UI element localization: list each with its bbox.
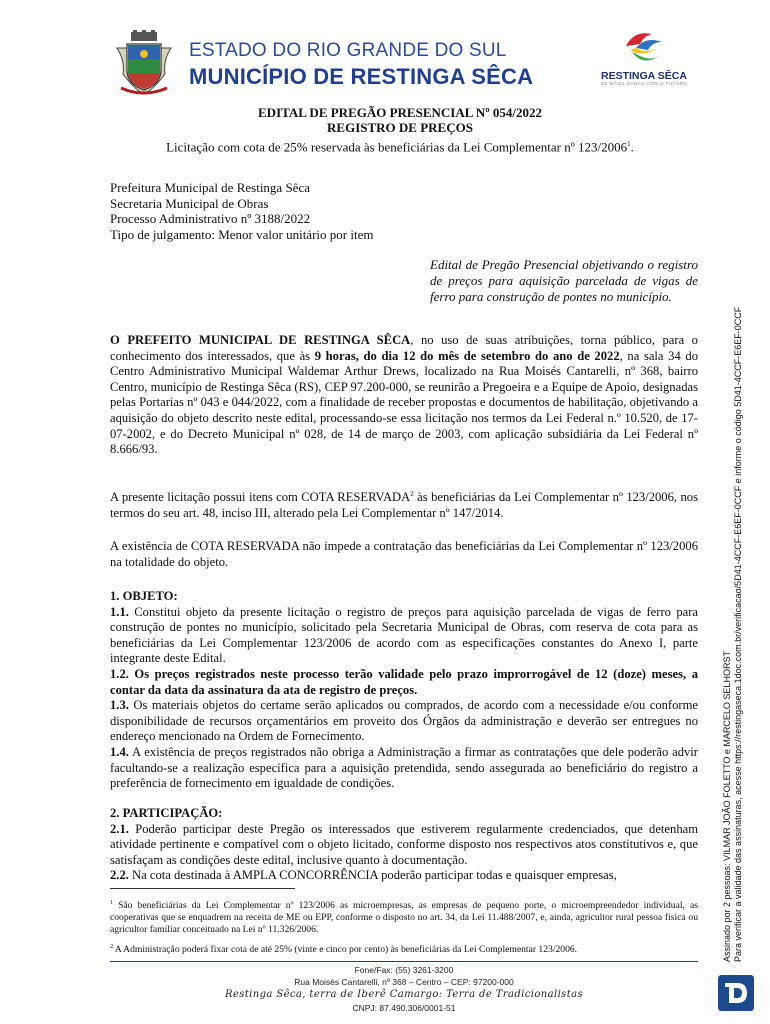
- reserved-text: às beneficiárias da Lei Complementar nº 123/2006, nos termos do seu art. 48, inciso III, alterado pela Lei Complementar nº 147/2014.: [110, 490, 698, 520]
- licitacao-period: .: [630, 139, 634, 155]
- footnote-ref-1: 1: [627, 140, 631, 148]
- 1doc-logo-icon: [718, 975, 754, 1011]
- state-name: ESTADO DO RIO GRANDE DO SUL: [189, 40, 507, 61]
- footer-cnpj: CNPJ: 87.490.306/0001-51: [352, 1003, 456, 1013]
- coat-of-arms-icon: [115, 30, 173, 96]
- licitacao-subtitle: [100, 137, 700, 154]
- preamble-text: , na sala 34 do Centro Administrativo Municipal Waldemar Arthur Drews, localizado na Rua Moisés Cantarelli, nº 368, bairro Centro, município de Restinga Sêca (RS), CEP 97.200-000, se reunirão a Pregoeira e a Equipe de Apoio, designadas pelas Portarias nº 043 e 044/2022, com a finalidade de receber propostas e documentos de habilitação, objetivando a aquisição do objeto descrito neste edital, processando-se essa licitação nos termos da Lei Federal n.º 10.520, de 17-07-2002, e do Decreto Municipal nº 028, de 14 de março de 2003, com aplicação subsidiária da Lei Federal nº 8.666/93.: [110, 348, 698, 457]
- quota-notice-paragraph: A existência de COTA RESERVADA não impede a contratação das beneficiárias da Lei Complementar nº 123/2006 na totalidade do objeto.: [110, 539, 698, 569]
- letterhead: [115, 28, 688, 100]
- section-objeto: [110, 589, 698, 792]
- signature-signers: Assinado por 2 pessoas: VILMAR JOÃO FOLETTO e MARCELO SELHORST: [722, 651, 732, 962]
- mayor-title: O PREFEITO MUNICIPAL DE RESTINGA SÊCA: [110, 333, 411, 347]
- meta-line: Secretaria Municipal de Obras: [110, 195, 269, 211]
- footnote-ref-2: 2: [410, 490, 414, 498]
- preamble-paragraph: [110, 333, 698, 458]
- edital-title: EDITAL DE PREGÃO PRESENCIAL Nº 054/2022: [258, 105, 542, 120]
- municipality-name: MUNICÍPIO DE RESTINGA SÊCA: [189, 64, 534, 89]
- section-title: 2. PARTICIPAÇÃO:: [110, 806, 223, 820]
- clause: 2.2. Na cota destinada à AMPLA CONCORRÊNCIA poderão participar todas e quaisquer empresas,: [110, 868, 617, 883]
- footnote-2: $^2$ A Administração poderá fixar cota de até 25% (vinte e cinco por cento) às beneficiárias da Lei Complementar 123/2006.: [110, 944, 578, 956]
- signature-verification: [722, 307, 744, 962]
- logo-tagline: DE MÃOS DADAS COM O FUTURO: [600, 82, 688, 87]
- reserved-text: A presente licitação possui itens com COTA RESERVADA: [110, 490, 411, 505]
- registro-title: REGISTRO DE PREÇOS: [327, 120, 473, 135]
- section-participacao: [110, 806, 698, 884]
- session-datetime: 9 horas, do dia 12 do mês de setembro do ano de 2022: [314, 348, 620, 363]
- city-logo: [599, 28, 689, 98]
- footer-address: Rua Moisés Cantarelli, nº 368 – Centro – CEP: 97200-000: [294, 977, 514, 987]
- clause: 1.2. Os preços registrados neste processo terão validade pelo prazo improrrogável de 12 (doze) meses, a contar da data da assinatura da ata de registro de preços.: [110, 666, 698, 697]
- city-logo-mark-icon: [622, 28, 666, 68]
- reserved-quota-paragraph: [110, 487, 698, 521]
- meta-line: Processo Administrativo nº 3188/2022: [110, 211, 311, 226]
- licitacao-text: Licitação com cota de 25% reservada às beneficiárias da Lei Complementar nº 123/2006: [166, 139, 628, 155]
- ementa: Edital de Pregão Presencial objetivando o registro de preços para aquisição parcelada de vigas de ferro para construção de pontes no município.: [430, 257, 698, 304]
- clause: 1.1. Constitui objeto da presente licitação o registro de preços para aquisição parcelada de vigas de ferro para construção de pontes no município, solicitado pela Secretaria Municipal de Obras, com reserva de cota para as beneficiárias da Lei Complementar 123/2006 de acordo com as especificações constantes do Anexo I, parte integrante deste Edital.: [110, 604, 698, 666]
- footer-motto: Restinga Sêca, terra de Iberê Camargo: Terra de Tradicionalistas: [224, 989, 584, 1000]
- clause: 1.4. A existência de preços registrados não obriga a Administração a firmar as contratações que dele poderão advir facultando-se a realização específica para a aquisição pretendida, sendo assegurada ao beneficiário do registro a preferência de fornecimento em igualdade de condições.: [110, 744, 698, 791]
- footnote-divider: [110, 888, 295, 889]
- clause: 1.3. Os materiais objetos do certame serão aplicados ou comprados, de acordo com a necessidade e/ou conforme disponibilidade de recursos orçamentários em proveito dos Órgãos da administração e deverão ser entregues no endereço mencionado na Ordem de Fornecimento.: [110, 698, 698, 744]
- document-titles: [100, 105, 700, 154]
- clause: 2.1. Poderão participar deste Pregão os interessados que estiverem regularmente credenciados, que detenham atividade pertinente e compatível com o objeto licitado, conforme disposto nos respectivos atos constitutivos e, que satisfaçam as condições deste edital, inclusive quanto à documentação.: [110, 821, 698, 867]
- logo-name: RESTINGA SÊCA: [601, 70, 687, 82]
- signature-verify-link[interactable]: Para verificar a validade das assinaturas, acesse https://restingaseca.1doc.com.br/verificacao/5D41-4CCF-E6EF-0CCF e informe o código 5D41-4CCF-E6EF-0CCF: [733, 306, 743, 962]
- meta-line: Tipo de julgamento: Menor valor unitário por item: [110, 226, 374, 242]
- footer-divider: [110, 961, 698, 962]
- footnote-1: $^1$ São beneficiárias da Lei Complementar nº 123/2006 as microempresas, as empresas de pequeno porte, o microempreendedor individual, as cooperativas que se enquadrem na receita de ME ou EPP, conforme o disposto no art. 34, da Lei 11.488/2007, e, ainda, agricultor rural pessoa física ou agricultor familiar conceituado na Lei nº 11.326/2006.: [110, 900, 698, 936]
- process-info: [110, 180, 700, 242]
- page-footer: [110, 964, 698, 1014]
- section-title: 1. OBJETO:: [110, 589, 178, 603]
- footer-phone: Fone/Fax: (55) 3261-3200: [354, 965, 454, 975]
- meta-line: Prefeitura Municipal de Restinga Sêca: [110, 180, 310, 195]
- preamble-text: , no uso de suas atribuições, torna público, para o conhecimento dos interessados, que às: [110, 333, 698, 363]
